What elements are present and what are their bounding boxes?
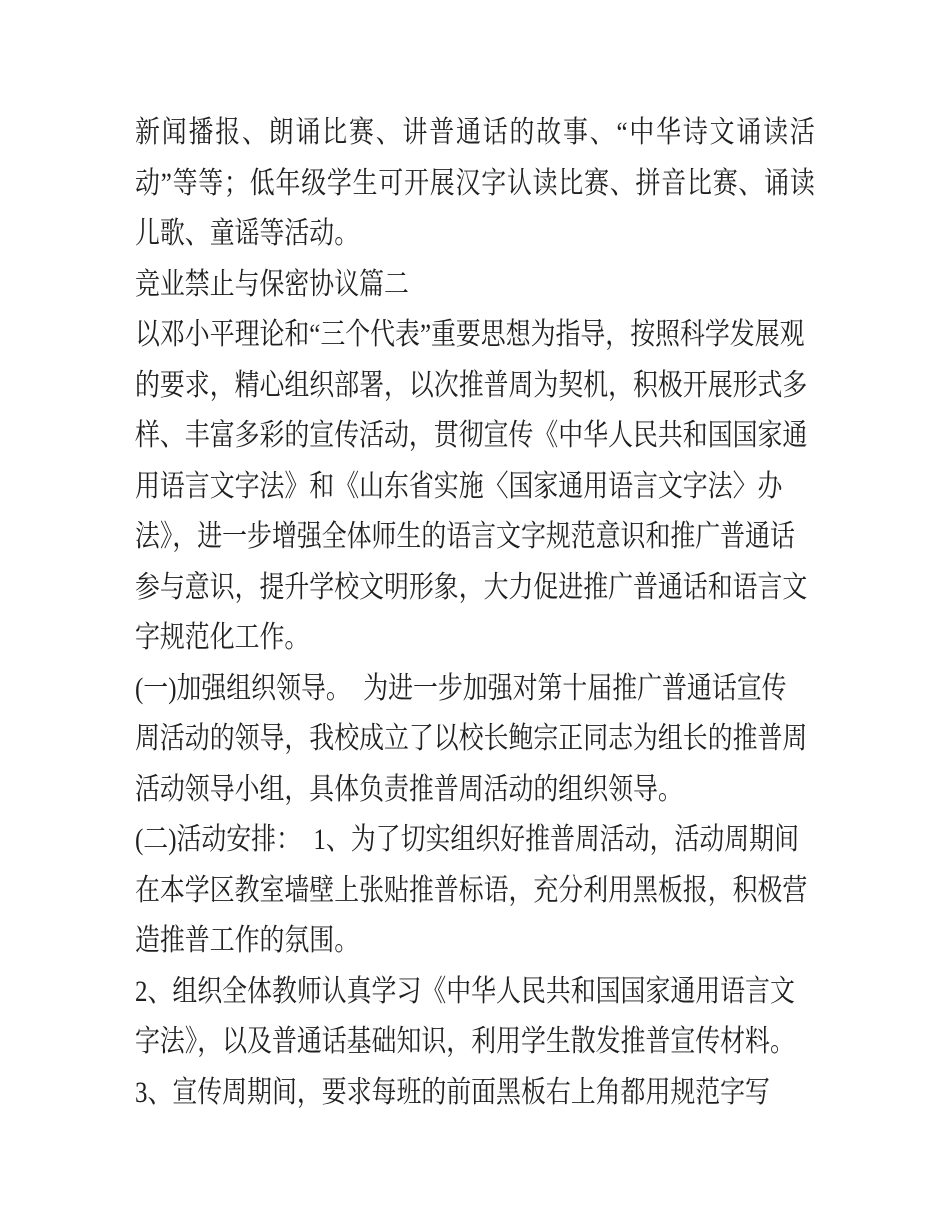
text-line: 造推普工作的氛围。 — [135, 924, 360, 957]
text-line: (一)加强组织领导。 为进一步加强对第十届推广普通话宣传 — [135, 671, 787, 705]
text-line: (二)活动安排： 1、为了切实组织好推普周活动，活动周期间 — [135, 823, 799, 856]
text-line: 的要求，精心组织部署，以次推普周为契机，积极开展形式多 — [135, 368, 808, 402]
text-line: 字规范化工作。 — [135, 621, 310, 654]
section-heading: 竞业禁止与保密协议篇二 — [135, 267, 409, 301]
text-line: 以邓小平理论和“三个代表”重要思想为指导，按照科学发展观 — [135, 318, 805, 351]
text-line: 2、组织全体教师认真学习《中华人民共和国国家通用语言文 — [135, 974, 795, 1008]
text-line: 在本学区教室墙壁上张贴推普标语，充分利用黑板报，积极营 — [135, 873, 808, 907]
document-page — [135, 108, 950, 1118]
text-line: 参与意识，提升学校文明形象，大力促进推广普通话和语言文 — [135, 570, 808, 604]
text-line: 3、宣传周期间，要求每班的前面黑板右上角都用规范字写 — [135, 1075, 770, 1109]
text-line: 样、丰富多彩的宣传活动，贯彻宣传《中华人民共和国国家通 — [135, 419, 808, 452]
text-line: 儿歌、童谣等活动。 — [135, 217, 360, 250]
text-line: 动”等等；低年级学生可开展汉字认读比赛、拼音比赛、诵读 — [135, 166, 815, 200]
text-line: 用语言文字法》和《山东省实施〈国家通用语言文字法〉办 — [135, 469, 783, 503]
text-line: 字法》，以及普通话基础知识，利用学生散发推普宣传材料。 — [135, 1025, 795, 1058]
text-line: 周活动的领导，我校成立了以校长鲍宗正同志为组长的推普周 — [135, 722, 808, 755]
text-line: 活动领导小组，具体负责推普周活动的组织领导。 — [135, 772, 683, 806]
text-line: 法》，进一步增强全体师生的语言文字规范意识和推广普通话 — [135, 520, 795, 553]
text-line: 新闻播报、朗诵比赛、讲普通话的故事、“中华诗文诵读活 — [135, 116, 815, 149]
